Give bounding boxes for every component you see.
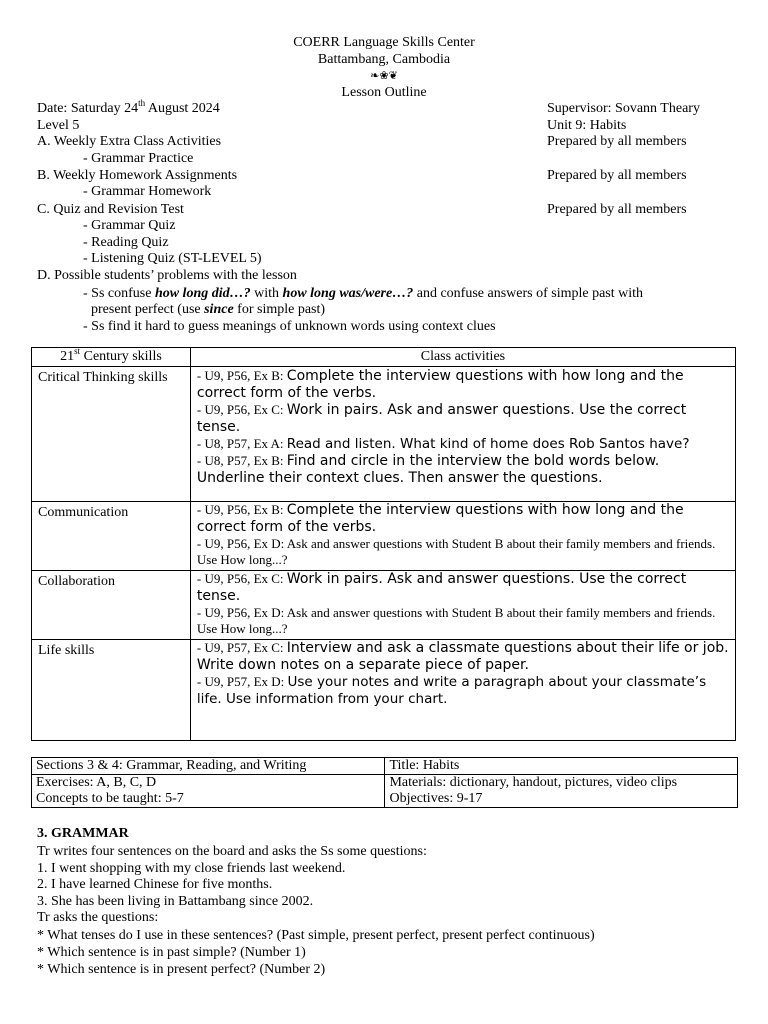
prepared-by-b: Prepared by all members [547, 168, 687, 183]
activity-item: - U8, P57, Ex B: Find and circle in the interview the bold words below. Underline their context clues. Then answer the questions. [196, 453, 660, 486]
prepared-by-a: Prepared by all members [547, 134, 687, 149]
grammar-line: 1. I went shopping with my close friends last weekend. [37, 861, 346, 876]
activity-item: - U9, P56, Ex D: Ask and answer questions with Student B about their family members and friends. Use How long...? [196, 536, 716, 567]
skills-table-header [32, 348, 736, 367]
skills-column-header: 21st Century skills [32, 348, 191, 367]
section-c-title: C. Quiz and Revision Test [37, 202, 184, 217]
section-c-item: - Listening Quiz (ST-LEVEL 5) [83, 251, 262, 266]
lesson-level: Level 5 [37, 118, 80, 133]
exercises-cell [32, 775, 385, 808]
supervisor: Supervisor: Sovann Theary [547, 101, 700, 116]
section-c-item: - Reading Quiz [83, 235, 169, 250]
grammar-line: * Which sentence is in past simple? (Number 1) [37, 945, 306, 960]
activity-cell [190, 571, 735, 640]
skill-name: Critical Thinking skills [32, 367, 191, 502]
table-row [32, 571, 736, 640]
activity-item: Write down notes on a separate piece of paper. [196, 657, 529, 673]
ornament-icon: ❧❀❦ [370, 70, 398, 82]
section-d-problem-1: - Ss confuse how long did…? with how long was/were…? and confuse answers of simple past with [83, 286, 644, 301]
prepared-by-c: Prepared by all members [547, 202, 687, 217]
activity-item: - U8, P57, Ex A: Read and listen. What kind of home does Rob Santos have? [196, 436, 690, 452]
grammar-line: 2. I have learned Chinese for five months. [37, 877, 273, 892]
activity-item: - U9, P57, Ex D: Use your notes and write a paragraph about your classmate’s [196, 674, 707, 690]
activity-item: - U9, P56, Ex C: Work in pairs. Ask and answer questions. Use the correct tense. [196, 402, 687, 435]
skill-name: Collaboration [32, 571, 191, 640]
activity-cell [190, 640, 735, 741]
activity-item: life. Use information from your chart. [196, 691, 448, 707]
grammar-line: 3. She has been living in Battambang since 2002. [37, 894, 314, 909]
skills-table [31, 347, 736, 741]
grammar-line: Tr writes four sentences on the board and asks the Ss some questions: [37, 844, 427, 859]
activity-cell [190, 367, 735, 502]
concepts: Concepts to be taught: 5-7 [36, 791, 184, 806]
activity-item: - U9, P56, Ex C: Work in pairs. Ask and answer questions. Use the correct tense. [196, 571, 687, 604]
activity-cell [190, 502, 735, 571]
unit: Unit 9: Habits [547, 118, 627, 133]
section-a-title: A. Weekly Extra Class Activities [37, 134, 222, 149]
skill-name: Life skills [32, 640, 191, 741]
activity-item: - U9, P57, Ex C: Interview and ask a classmate questions about their life or job. [196, 640, 729, 656]
table-row [32, 640, 736, 741]
objectives: Objectives: 9-17 [389, 791, 483, 806]
activity-item: - U9, P56, Ex B: Complete the interview questions with how long and the correct form of the verbs. [196, 502, 684, 535]
section-d-title: D. Possible students’ problems with the lesson [37, 268, 297, 283]
section-d-problem-1-cont: present perfect (use since for simple past) [91, 302, 326, 317]
table-row [32, 367, 736, 502]
lesson-date: Date: Saturday 24th August 2024 [37, 98, 220, 116]
grammar-line: * What tenses do I use in these sentences? (Past simple, present perfect, present perfect continuous) [37, 928, 595, 943]
title-cell: Title: Habits [385, 758, 738, 775]
activities-column-header: Class activities [190, 348, 735, 367]
sections-cell: Sections 3 & 4: Grammar, Reading, and Writing [32, 758, 385, 775]
table-row [32, 775, 738, 808]
grammar-heading: 3. GRAMMAR [37, 826, 129, 841]
table-row [32, 758, 738, 775]
org-location: Battambang, Cambodia [317, 52, 451, 67]
materials-cell [385, 775, 738, 808]
section-b-item: - Grammar Homework [83, 184, 212, 199]
activity-item: - U9, P56, Ex D: Ask and answer questions with Student B about their family members and friends. Use How long...? [196, 605, 716, 636]
section-info-table [31, 757, 738, 808]
skill-name: Communication [32, 502, 191, 571]
section-a-item: - Grammar Practice [83, 151, 194, 166]
section-d-problem-2: - Ss find it hard to guess meanings of unknown words using context clues [83, 319, 496, 334]
grammar-line: Tr asks the questions: [37, 910, 159, 925]
materials: Materials: dictionary, handout, pictures, video clips [389, 775, 678, 790]
section-c-item: - Grammar Quiz [83, 218, 176, 233]
org-name: COERR Language Skills Center [293, 35, 475, 50]
document-title: Lesson Outline [341, 85, 427, 100]
section-b-title: B. Weekly Homework Assignments [37, 168, 238, 183]
exercises: Exercises: A, B, C, D [36, 775, 157, 790]
activity-item: - U9, P56, Ex B: Complete the interview questions with how long and the correct form of the verbs. [196, 368, 684, 401]
grammar-line: * Which sentence is in present perfect? (Number 2) [37, 962, 326, 977]
table-row [32, 502, 736, 571]
